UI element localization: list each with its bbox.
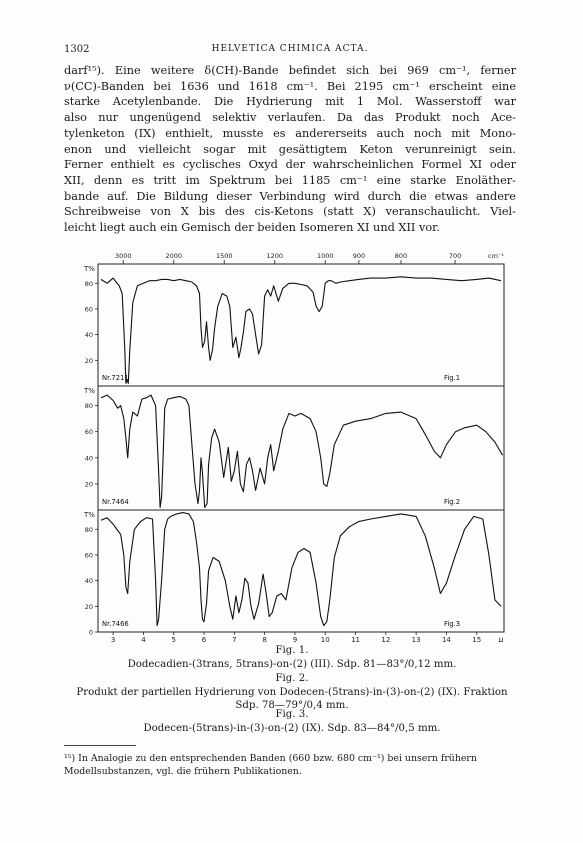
bottom-axis-tick-label: 9 (292, 636, 298, 642)
y-axis-tick-label: 60 (84, 428, 93, 437)
bottom-axis-tick-label: 13 (411, 636, 421, 642)
y-axis-tick-label: 20 (84, 602, 93, 611)
sample-number-label: Nr.7464 (102, 498, 129, 506)
body-line: bande auf. Die Bildung dieser Verbindung wird durch die etwas andere (64, 189, 516, 203)
bottom-axis-tick-label: 14 (441, 636, 451, 642)
y-axis-tick-label: 0 (88, 628, 93, 637)
body-line: XII, denn es tritt im Spektrum bei 1185 cm⁻¹ eine starke Enoläther- (64, 173, 516, 187)
bottom-axis-tick-label: 3 (110, 636, 116, 642)
caption-label: Fig. 3. (275, 709, 309, 720)
body-line: darf¹⁵). Eine weitere δ(CH)-Bande befindet sich bei 969 cm⁻¹, ferner (64, 64, 516, 77)
y-axis-tick-label: 60 (84, 551, 93, 560)
top-axis-tick-label: 2000 (165, 252, 183, 260)
spectrum-trace (101, 395, 503, 507)
journal-title: HELVETICA CHIMICA ACTA. (211, 44, 369, 54)
top-axis-unit-label: cm⁻¹ (488, 252, 504, 260)
top-axis-tick-label: 1500 (215, 252, 233, 260)
spectrum-trace (101, 513, 501, 626)
bottom-axis-tick-label: 4 (141, 636, 146, 642)
caption-fig3 (62, 708, 522, 735)
y-axis-tick-label: 80 (84, 402, 93, 411)
body-line: Ferner enthielt es cyclisches Oxyd der wahrscheinlichen Formel XI oder (64, 158, 516, 172)
bottom-axis-tick-label: 6 (201, 636, 207, 642)
y-axis-tick-label: 20 (84, 480, 93, 489)
body-line: tylenketon (IX) enthielt, musste es andererseits auch noch mit Mono- (64, 126, 516, 140)
bottom-axis-tick-label: 12 (381, 636, 391, 642)
body-line: starke Acetylenbande. Die Hydrierung mit 1 Mol. Wasserstoff war (64, 95, 516, 109)
bottom-axis-tick-label: 15 (472, 636, 482, 642)
bottom-axis-unit-label: μ (498, 635, 504, 642)
bottom-axis-tick-label: 8 (262, 636, 267, 642)
caption-label: Fig. 1. (275, 645, 309, 656)
top-axis-tick-label: 3000 (114, 252, 132, 260)
bottom-axis-tick-label: 10 (320, 636, 330, 642)
y-axis-tick-label: 40 (84, 331, 93, 340)
top-axis-tick-label: 700 (448, 252, 462, 260)
y-axis-tick-label: 80 (84, 279, 93, 288)
body-paragraph (64, 63, 516, 236)
body-line: ν(CC)-Banden bei 1636 und 1618 cm⁻¹. Bei 2195 cm⁻¹ erscheint eine (64, 79, 516, 93)
caption-fig2 (62, 672, 522, 713)
body-line: enon und vielleicht sogar mit gesättigtem Keton verunreinigt sein. (64, 142, 516, 156)
top-axis-tick-label: 1000 (316, 252, 334, 260)
top-axis-tick-label: 900 (352, 252, 366, 260)
body-line: Schreibweise von X bis des cis-Ketons (statt X) veranschaulicht. Viel- (64, 205, 516, 219)
bottom-axis-tick-label: 7 (232, 636, 237, 642)
top-axis-tick-label: 800 (394, 252, 408, 260)
page-number: 1302 (64, 44, 90, 55)
bottom-axis-tick-label: 11 (351, 636, 360, 642)
ir-spectra-figure (78, 250, 518, 642)
top-axis-tick-label: 1200 (266, 252, 284, 260)
footnote-rule (64, 745, 136, 746)
sample-number-label: Nr.7466 (102, 620, 129, 628)
y-axis-tick-label: 80 (84, 525, 93, 534)
caption-fig1 (62, 644, 522, 671)
y-axis-tick-label: 20 (84, 356, 93, 365)
running-header (64, 44, 516, 58)
y-axis-label: T% (84, 265, 95, 273)
body-line: leicht liegt auch ein Gemisch der beiden Isomeren XI und XII vor. (64, 221, 440, 235)
y-axis-label: T% (84, 387, 95, 395)
figure-number-label: Fig.3 (444, 620, 461, 628)
caption-text: Dodecadien-(3trans, 5trans)-on-(2) (III). Sdp. 81—83°/0,12 mm. (127, 658, 457, 670)
footnote: ¹⁵) In Analogie zu den entsprechenden Banden (660 bzw. 680 cm⁻¹) bei unsern frühern Modellsubstanzen, vgl. die frühern Publikationen. (64, 753, 477, 777)
body-line: also nur ungenügend selektiv verlaufen. Da das Produkt noch Ace- (64, 111, 516, 125)
y-axis-tick-label: 40 (84, 577, 93, 586)
y-axis-tick-label: 40 (84, 454, 93, 463)
caption-label: Fig. 2. (275, 673, 309, 684)
sample-number-label: Nr.7211 (102, 374, 129, 382)
y-axis-tick-label: 60 (84, 305, 93, 314)
figure-number-label: Fig.2 (444, 498, 461, 506)
y-axis-label: T% (84, 511, 95, 519)
caption-text: Produkt der partiellen Hydrierung von Dodecen-(5trans)-in-(3)-on-(2) (IX). Fraktion Sdp. 78—79°/0,4 mm. (76, 686, 508, 712)
spectrum-panel-frame (98, 264, 504, 386)
figure-number-label: Fig.1 (444, 374, 461, 382)
spectrum-trace (101, 277, 501, 384)
caption-text: Dodecen-(5trans)-in-(3)-on-(2) (IX). Sdp. 83—84°/0,5 mm. (143, 722, 441, 734)
bottom-axis-tick-label: 5 (171, 636, 176, 642)
